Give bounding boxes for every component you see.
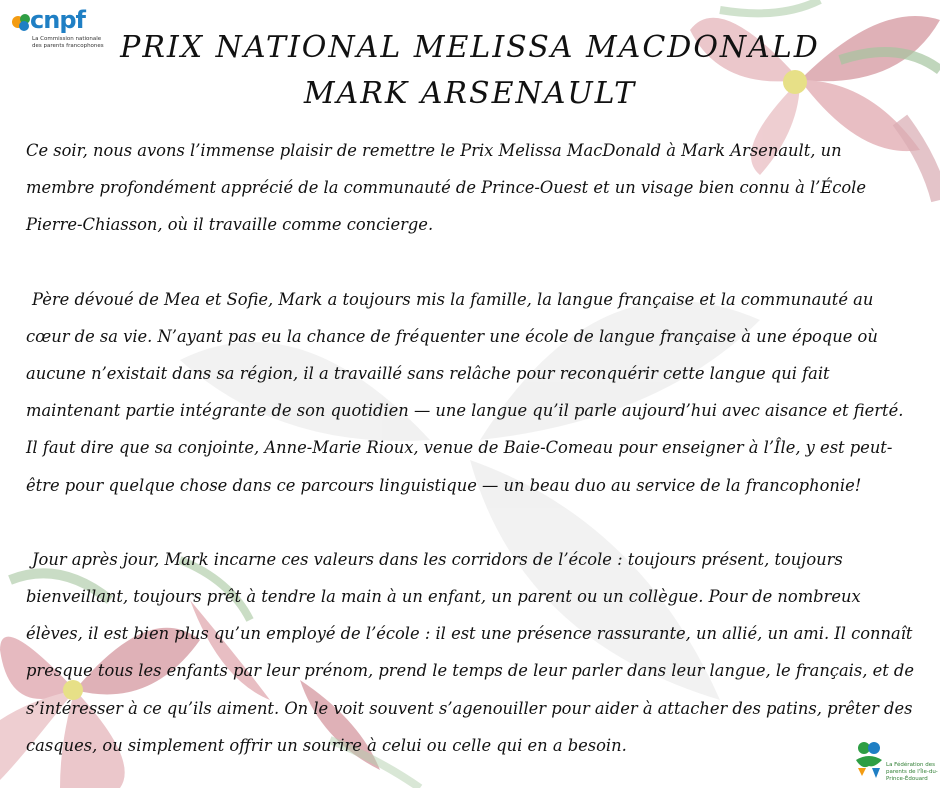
award-text [26, 132, 914, 801]
federation-logo [852, 736, 940, 788]
award-title-line-2: MARK ARSENAULT [303, 76, 637, 111]
federation-tagline: La Fédération des parents de l'Île-du-Prince-Édouard [886, 762, 938, 782]
paragraph-school: Jour après jour, Mark incarne ces valeurs dans les corridors de l’école : toujours présent, toujours bienveillant, toujours prêt à tendre la main à un enfant, un parent ou un collègue. Pour de nombreux élèves, il est bien plus qu’un employé de l’école : il est une présence rassurante, un allié, un ami. Il connaît presque tous les enfants par leur prénom, prend le temps de leur parler dans leur langue, le français, et de s’intéresser à ce qu’ils aiment. On le voit souvent s’agenouiller pour aider à attacher des patins, prêter des casques, ou simplement offrir un sourire à celui ou celle qui en a besoin. [26, 549, 914, 755]
cnpf-tagline: La Commission nationale des parents francophones [32, 36, 104, 49]
award-title-line-1: PRIX NATIONAL MELISSA MACDONALD [120, 30, 820, 65]
federation-logo-icon [852, 738, 886, 782]
paragraph-family: Père dévoué de Mea et Sofie, Mark a toujours mis la famille, la langue française et la communauté au cœur de sa vie. N’ayant pas eu la chance de fréquenter une école de langue française à une époque où aucune n’existait dans sa région, il a travaillé sans relâche pour reconquérir cette langue qui fait maintenant partie intégrante de son quotidien — une langue qu’il parle aujourd’hui avec aisance et fierté. Il faut dire que sa conjointe, Anne-Marie Rioux, venue de Baie-Comeau pour enseigner à l’Île, y est peut-être pour quelque chose dans ce parcours linguistique — un beau duo au service de la francophonie! [26, 289, 904, 495]
paragraph-intro: Ce soir, nous avons l’immense plaisir de remettre le Prix Melissa MacDonald à Mark Arsenault, un membre profondément apprécié de la communauté de Prince-Ouest et un visage bien connu à l’École Pierre-Chiasson, où il travaille comme concierge. [26, 141, 866, 235]
cnpf-wordmark: cnpf [30, 6, 85, 34]
